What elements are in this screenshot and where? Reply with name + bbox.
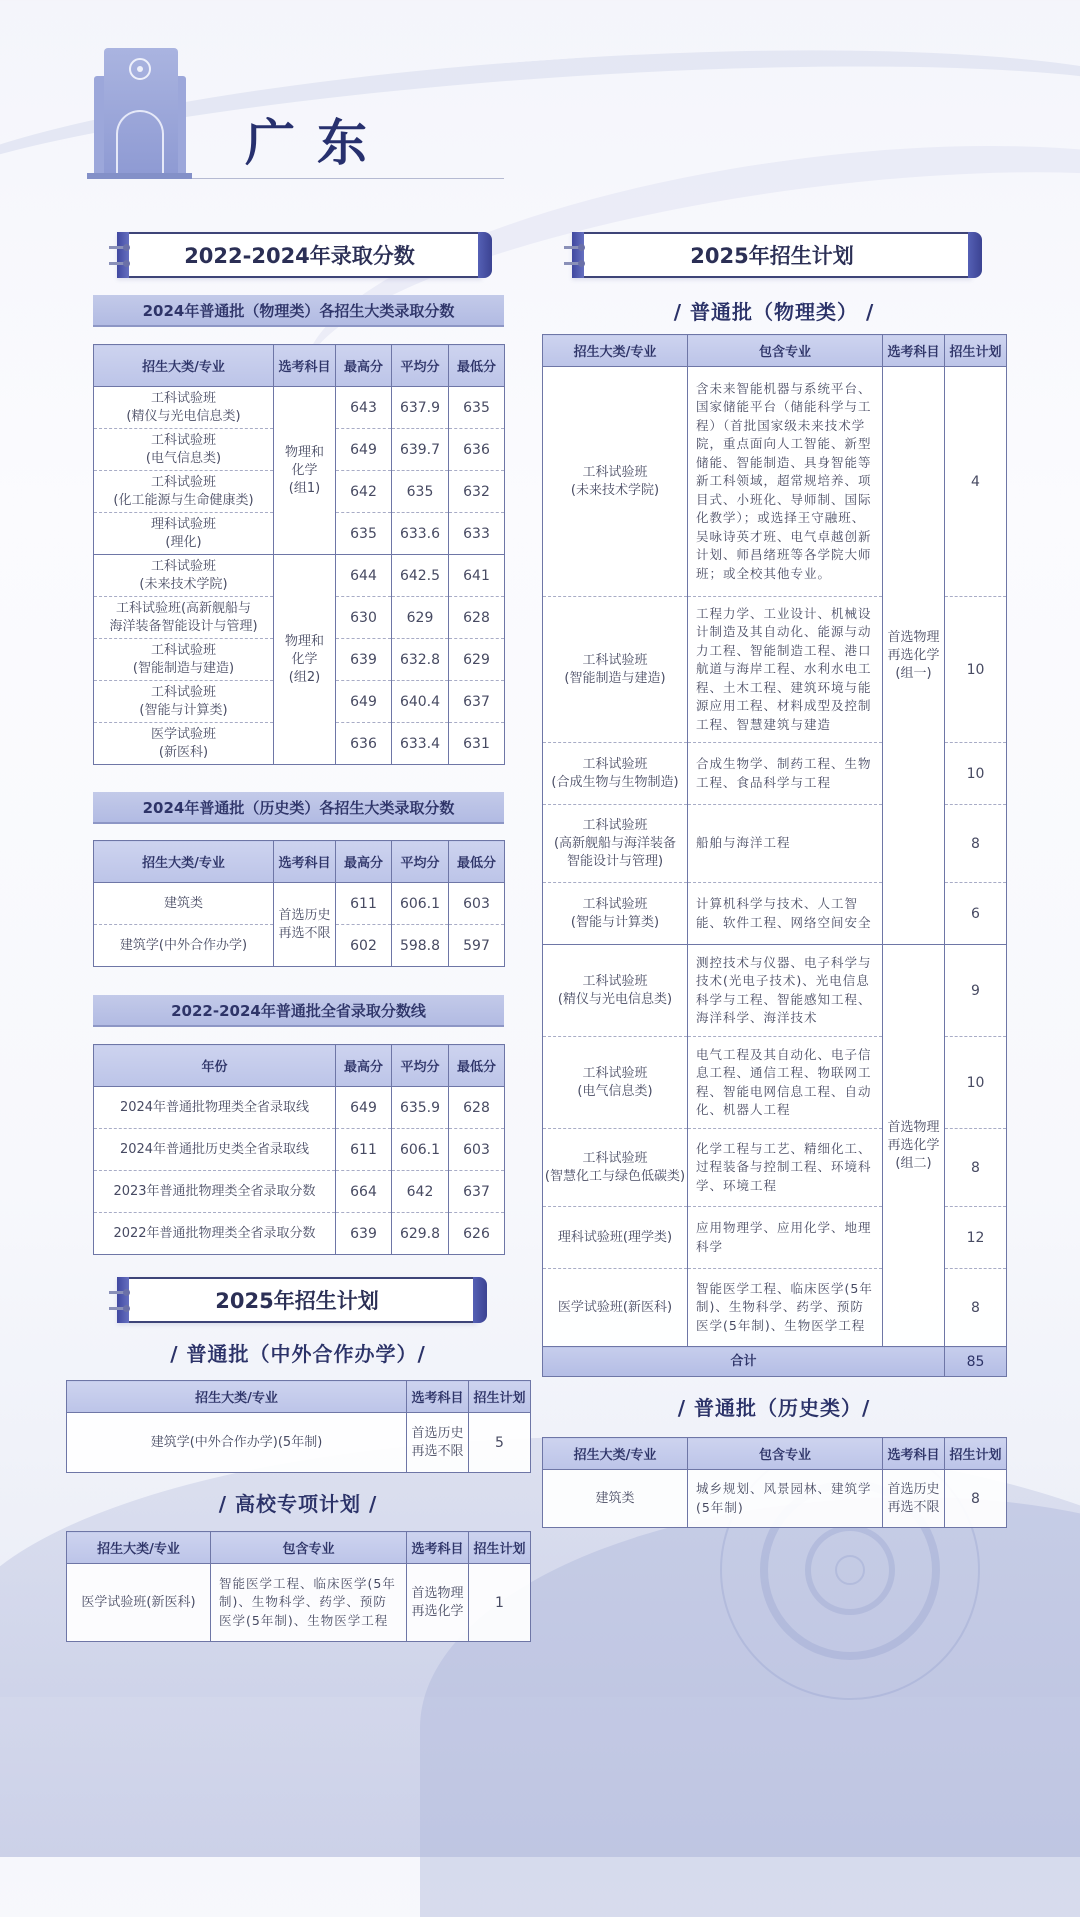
col-header: 招生大类/专业 <box>543 335 688 367</box>
major-name: 工科试验班 (未来技术学院) <box>543 367 688 597</box>
plan-count: 8 <box>945 1269 1007 1347</box>
col-header: 最高分 <box>336 841 392 883</box>
physics-2024-scores-table <box>93 344 505 765</box>
table-row <box>94 387 505 429</box>
col-header: 最低分 <box>449 841 505 883</box>
avg-score: 629.8 <box>392 1213 449 1255</box>
history-2024-scores-table <box>93 840 505 967</box>
major-name: 医学试验班(新医科) <box>543 1269 688 1347</box>
special-plan-title: / 高校专项计划 / <box>218 1492 378 1516</box>
avg-score: 642 <box>392 1171 449 1213</box>
max-score: 639 <box>336 639 392 681</box>
header-divider <box>192 178 504 179</box>
avg-score: 640.4 <box>392 681 449 723</box>
subject-requirement: 首选物理 再选化学 (组一) <box>883 367 945 945</box>
major-name: 工科试验班 (化工能源与生命健康类) <box>94 471 274 513</box>
table-row <box>94 883 505 925</box>
major-name: 工科试验班(高新舰船与 海洋装备智能设计与管理) <box>94 597 274 639</box>
col-header: 最高分 <box>336 1045 392 1087</box>
max-score: 639 <box>336 1213 392 1255</box>
plan-count: 8 <box>945 805 1007 883</box>
included-majors: 智能医学工程、临床医学(5年制)、生物科学、药学、预防医学(5年制)、生物医学工程 <box>688 1269 883 1347</box>
major-name: 工科试验班 (智慧化工与绿色低碳类) <box>543 1129 688 1207</box>
sino-foreign-plan-table <box>66 1380 531 1473</box>
included-majors: 合成生物学、制药工程、生物工程、食品科学与工程 <box>688 743 883 805</box>
col-header: 包含专业 <box>211 1532 407 1564</box>
min-score: 633 <box>449 513 505 555</box>
col-header: 选考科目 <box>407 1532 469 1564</box>
binder-ring-icon <box>109 1305 131 1312</box>
major-name: 工科试验班 (合成生物与生物制造) <box>543 743 688 805</box>
max-score: 644 <box>336 555 392 597</box>
banner-title: 2022-2024年录取分数 <box>184 244 415 268</box>
subject-requirement: 首选物理 再选化学 (组二) <box>883 945 945 1347</box>
major-name: 理科试验班 (理化) <box>94 513 274 555</box>
max-score: 649 <box>336 1087 392 1129</box>
col-header: 选考科目 <box>883 1438 945 1470</box>
included-majors: 化学工程与工艺、精细化工、过程装备与控制工程、环境科学、环境工程 <box>688 1129 883 1207</box>
included-majors: 应用物理学、应用化学、地理科学 <box>688 1207 883 1269</box>
major-name: 医学试验班(新医科) <box>67 1564 211 1642</box>
plan-count: 1 <box>469 1564 531 1642</box>
binder-ring-icon <box>109 260 131 267</box>
included-majors: 测控技术与仪器、电子科学与技术(光电子技术)、光电信息科学与工程、智能感知工程、海洋科学、海洋技术 <box>688 945 883 1037</box>
min-score: 641 <box>449 555 505 597</box>
min-score: 603 <box>449 883 505 925</box>
max-score: 630 <box>336 597 392 639</box>
avg-score: 639.7 <box>392 429 449 471</box>
min-score: 597 <box>449 925 505 967</box>
col-header: 招生计划 <box>469 1532 531 1564</box>
col-header: 选考科目 <box>274 345 336 387</box>
included-majors: 船舶与海洋工程 <box>688 805 883 883</box>
plan-count: 12 <box>945 1207 1007 1269</box>
clock-icon <box>129 58 151 80</box>
physics-plan-table <box>542 334 1007 1377</box>
avg-score: 642.5 <box>392 555 449 597</box>
major-name: 工科试验班 (精仪与光电信息类) <box>543 945 688 1037</box>
min-score: 629 <box>449 639 505 681</box>
province-lines-table <box>93 1044 505 1255</box>
max-score: 636 <box>336 723 392 765</box>
col-header: 选考科目 <box>407 1381 469 1413</box>
year-label: 2023年普通批物理类全省录取分数 <box>94 1171 336 1213</box>
plan-count: 10 <box>945 743 1007 805</box>
max-score: 643 <box>336 387 392 429</box>
plan-count: 9 <box>945 945 1007 1037</box>
avg-score: 637.9 <box>392 387 449 429</box>
subject-requirement: 首选历史 再选不限 <box>883 1470 945 1528</box>
col-header: 招生大类/专业 <box>67 1381 407 1413</box>
plan-count: 10 <box>945 597 1007 743</box>
table-row <box>67 1413 531 1473</box>
major-name: 建筑学(中外合作办学)(5年制) <box>67 1413 407 1473</box>
subject-requirement: 首选物理 再选化学 <box>407 1564 469 1642</box>
province-title: 广东 <box>245 114 389 172</box>
table-row <box>94 555 505 597</box>
col-header: 平均分 <box>392 841 449 883</box>
year-label: 2024年普通批物理类全省录取线 <box>94 1087 336 1129</box>
avg-score: 606.1 <box>392 883 449 925</box>
major-name: 医学试验班 (新医科) <box>94 723 274 765</box>
avg-score: 606.1 <box>392 1129 449 1171</box>
subject-requirement: 物理和 化学 (组2) <box>274 555 336 765</box>
min-score: 628 <box>449 597 505 639</box>
major-name: 建筑类 <box>94 883 274 925</box>
min-score: 603 <box>449 1129 505 1171</box>
avg-score: 632.8 <box>392 639 449 681</box>
total-label: 合计 <box>543 1347 945 1377</box>
year-label: 2024年普通批历史类全省录取线 <box>94 1129 336 1171</box>
binder-ring-icon <box>109 244 131 251</box>
min-score: 635 <box>449 387 505 429</box>
col-header: 平均分 <box>392 345 449 387</box>
col-header: 平均分 <box>392 1045 449 1087</box>
min-score: 636 <box>449 429 505 471</box>
col-header: 选考科目 <box>274 841 336 883</box>
included-majors: 电气工程及其自动化、电子信息工程、通信工程、物联网工程、智能电网信息工程、自动化、机器人工程 <box>688 1037 883 1129</box>
subject-requirement: 首选历史 再选不限 <box>407 1413 469 1473</box>
col-header: 包含专业 <box>688 1438 883 1470</box>
province-lines-title: 2022-2024年普通批全省录取分数线 <box>93 995 504 1027</box>
plan-count: 8 <box>945 1470 1007 1528</box>
total-value: 85 <box>945 1347 1007 1377</box>
col-header: 最低分 <box>449 1045 505 1087</box>
major-name: 建筑学(中外合作办学) <box>94 925 274 967</box>
col-header: 招生计划 <box>469 1381 531 1413</box>
section-banner-plan-left <box>117 1277 477 1323</box>
min-score: 631 <box>449 723 505 765</box>
avg-score: 633.4 <box>392 723 449 765</box>
max-score: 649 <box>336 681 392 723</box>
col-header: 年份 <box>94 1045 336 1087</box>
included-majors: 城乡规划、风景园林、建筑学(5年制) <box>688 1470 883 1528</box>
col-header: 招生大类/专业 <box>543 1438 688 1470</box>
avg-score: 633.6 <box>392 513 449 555</box>
included-majors: 计算机科学与技术、人工智能、软件工程、网络空间安全 <box>688 883 883 945</box>
avg-score: 629 <box>392 597 449 639</box>
major-name: 工科试验班 (高新舰船与海洋装备 智能设计与管理) <box>543 805 688 883</box>
plan-count: 10 <box>945 1037 1007 1129</box>
banner-title: 2025年招生计划 <box>690 244 854 268</box>
min-score: 628 <box>449 1087 505 1129</box>
max-score: 611 <box>336 883 392 925</box>
major-name: 工科试验班 (智能与计算类) <box>94 681 274 723</box>
major-name: 工科试验班 (未来技术学院) <box>94 555 274 597</box>
special-plan-table <box>66 1531 531 1642</box>
history-2024-title: 2024年普通批（历史类）各招生大类录取分数 <box>93 792 504 824</box>
major-name: 工科试验班 (电气信息类) <box>543 1037 688 1129</box>
sino-foreign-title: / 普通批（中外合作办学）/ <box>170 1342 426 1366</box>
max-score: 664 <box>336 1171 392 1213</box>
major-name: 工科试验班 (智能与计算类) <box>543 883 688 945</box>
major-name: 工科试验班 (智能制造与建造) <box>543 597 688 743</box>
col-header: 招生大类/专业 <box>94 841 274 883</box>
avg-score: 598.8 <box>392 925 449 967</box>
min-score: 637 <box>449 1171 505 1213</box>
col-header: 招生计划 <box>945 335 1007 367</box>
binder-ring-icon <box>109 1289 131 1296</box>
physics-2024-title: 2024年普通批（物理类）各招生大类录取分数 <box>93 295 504 327</box>
history-plan-title: / 普通批（历史类）/ <box>677 1396 871 1420</box>
subject-requirement: 首选历史 再选不限 <box>274 883 336 967</box>
page-header <box>92 45 504 183</box>
max-score: 649 <box>336 429 392 471</box>
plan-count: 6 <box>945 883 1007 945</box>
major-name: 工科试验班 (智能制造与建造) <box>94 639 274 681</box>
plan-count: 5 <box>469 1413 531 1473</box>
table-row <box>94 1087 505 1129</box>
max-score: 635 <box>336 513 392 555</box>
university-building-icon <box>92 48 187 176</box>
included-majors: 工程力学、工业设计、机械设计制造及其自动化、能源与动力工程、智能制造工程、港口航道与海岸工程、水利水电工程、土木工程、建筑环境与能源应用工程、材料成型及控制工程、智慧建筑与建造 <box>688 597 883 743</box>
year-label: 2022年普通批物理类全省录取分数 <box>94 1213 336 1255</box>
history-plan-table <box>542 1437 1007 1528</box>
binder-ring-icon <box>564 260 586 267</box>
physics-plan-title: / 普通批（物理类） / <box>673 300 875 324</box>
major-name: 工科试验班 (电气信息类) <box>94 429 274 471</box>
major-name: 工科试验班 (精仪与光电信息类) <box>94 387 274 429</box>
table-row <box>543 945 1007 1037</box>
included-majors: 智能医学工程、临床医学(5年制)、生物科学、药学、预防医学(5年制)、生物医学工程 <box>211 1564 407 1642</box>
section-banner-scores <box>117 232 482 278</box>
max-score: 642 <box>336 471 392 513</box>
min-score: 632 <box>449 471 505 513</box>
col-header: 招生计划 <box>945 1438 1007 1470</box>
table-row <box>94 1213 505 1255</box>
plan-count: 8 <box>945 1129 1007 1207</box>
col-header: 选考科目 <box>883 335 945 367</box>
major-name: 建筑类 <box>543 1470 688 1528</box>
table-row <box>94 1129 505 1171</box>
col-header: 招生大类/专业 <box>67 1532 211 1564</box>
included-majors: 含未来智能机器与系统平台、国家储能平台（储能科学与工程）（首批国家级未来技术学院，重点面向人工智能、新型储能、智能制造、具身智能等新工科领域，超常规培养、项目式、小班化、导师制、国际化教学）；或选择王守融班、吴咏诗英才班、电气卓越创新计划、师昌绪班等各学院大师班；或全校其他专业。 <box>688 367 883 597</box>
binder-ring-icon <box>564 244 586 251</box>
min-score: 637 <box>449 681 505 723</box>
subject-requirement: 物理和 化学 (组1) <box>274 387 336 555</box>
max-score: 602 <box>336 925 392 967</box>
total-row <box>543 1347 1007 1377</box>
col-header: 最低分 <box>449 345 505 387</box>
table-row <box>94 1171 505 1213</box>
max-score: 611 <box>336 1129 392 1171</box>
min-score: 626 <box>449 1213 505 1255</box>
section-banner-plan-right <box>572 232 972 278</box>
avg-score: 635 <box>392 471 449 513</box>
table-row <box>67 1564 531 1642</box>
col-header: 包含专业 <box>688 335 883 367</box>
major-name: 理科试验班(理学类) <box>543 1207 688 1269</box>
plan-count: 4 <box>945 367 1007 597</box>
col-header: 最高分 <box>336 345 392 387</box>
banner-title: 2025年招生计划 <box>215 1289 379 1313</box>
avg-score: 635.9 <box>392 1087 449 1129</box>
col-header: 招生大类/专业 <box>94 345 274 387</box>
table-row <box>543 367 1007 597</box>
table-row <box>543 1470 1007 1528</box>
